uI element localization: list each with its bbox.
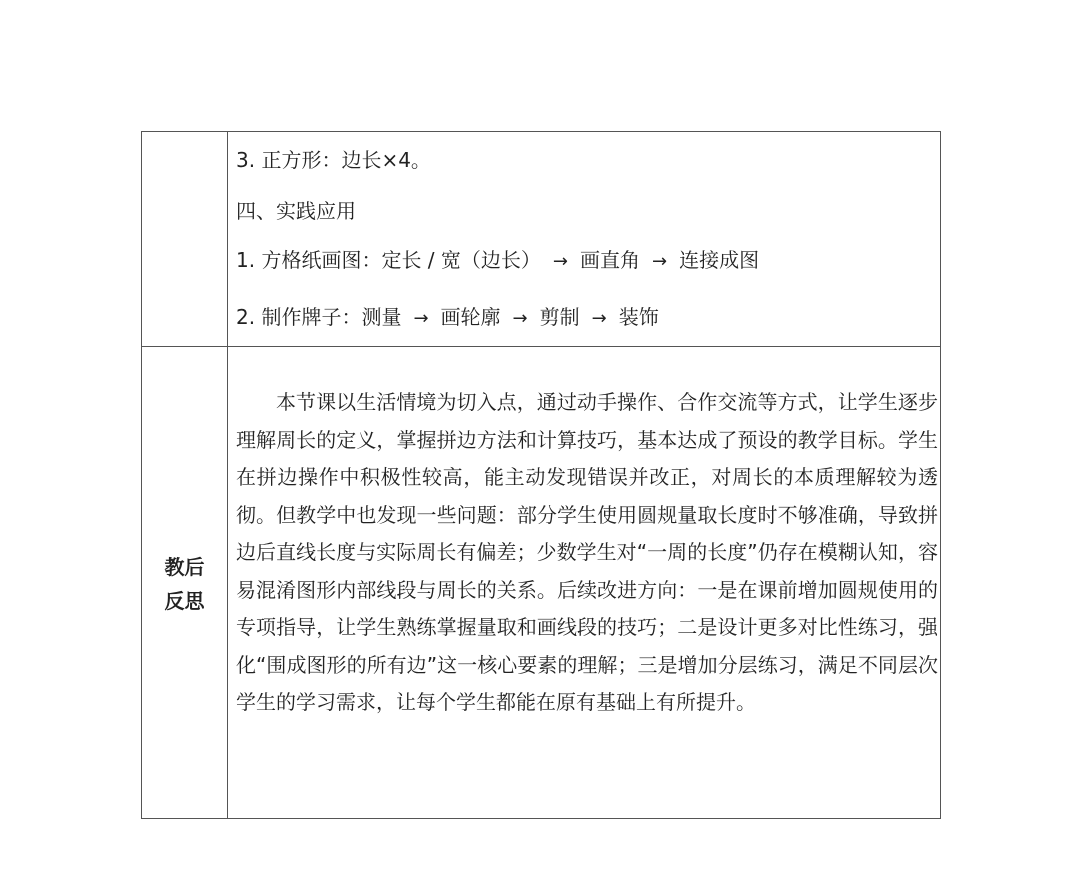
reflection-label-cell (142, 346, 228, 818)
section-heading-practice: 四、实践应用 (236, 199, 356, 223)
step-draw-outline: 画轮廓 (440, 305, 501, 329)
step-decorate: 装饰 (618, 305, 659, 329)
grid-paper-step-prefix: 1. 方格纸画图：定长 / 宽（边长） (236, 248, 541, 272)
reflection-paragraph: 本节课以生活情境为切入点，通过动手操作、合作交流等方式，让学生逐步理解周长的定义，掌握拼边方法和计算技巧，基本达成了预设的教学目标。学生在拼边操作中积极性较高，能主动发现错误并改正，对周长的本质理解较为透彻。但教学中也发现一些问题：部分学生使用圆规量取长度时不够准确，导致拼边后直线长度与实际周长有偏差；少数学生对“一周的长度”仍存在模糊认知，容易混淆图形内部线段与周长的关系。后续改进方向：一是在课前增加圆规使用的专项指导，让学生熟练掌握量取和画线段的技巧；二是设计更多对比性练习，强化“围成图形的所有边”这一核心要素的理解；三是增加分层练习，满足不同层次学生的学习需求，让每个学生都能在原有基础上有所提升。 (236, 390, 938, 714)
sign-making-steps (236, 305, 659, 331)
step-connect-shape: 连接成图 (679, 248, 760, 272)
reflection-label-line2: 反思 (164, 589, 205, 613)
sign-step-prefix: 2. 制作牌子：测量 (236, 305, 402, 329)
practice-content-cell (228, 132, 940, 346)
arrow-icon: → (652, 251, 668, 272)
step-cut: 剪制 (539, 305, 580, 329)
grid-paper-drawing-steps (236, 248, 759, 274)
arrow-icon: → (552, 251, 568, 272)
row-label-cell-empty (142, 132, 228, 346)
step-draw-right-angle: 画直角 (580, 248, 640, 272)
table-row-practice (142, 132, 940, 347)
table-row-reflection (142, 346, 940, 818)
reflection-label-line1: 教后 (164, 555, 205, 579)
arrow-icon: → (512, 308, 528, 329)
arrow-icon: → (413, 308, 429, 329)
lesson-plan-table (141, 131, 941, 819)
arrow-icon: → (591, 308, 607, 329)
square-formula-line: 3. 正方形：边长×4。 (236, 148, 431, 172)
reflection-content-cell (228, 346, 940, 818)
reflection-label (142, 550, 227, 618)
